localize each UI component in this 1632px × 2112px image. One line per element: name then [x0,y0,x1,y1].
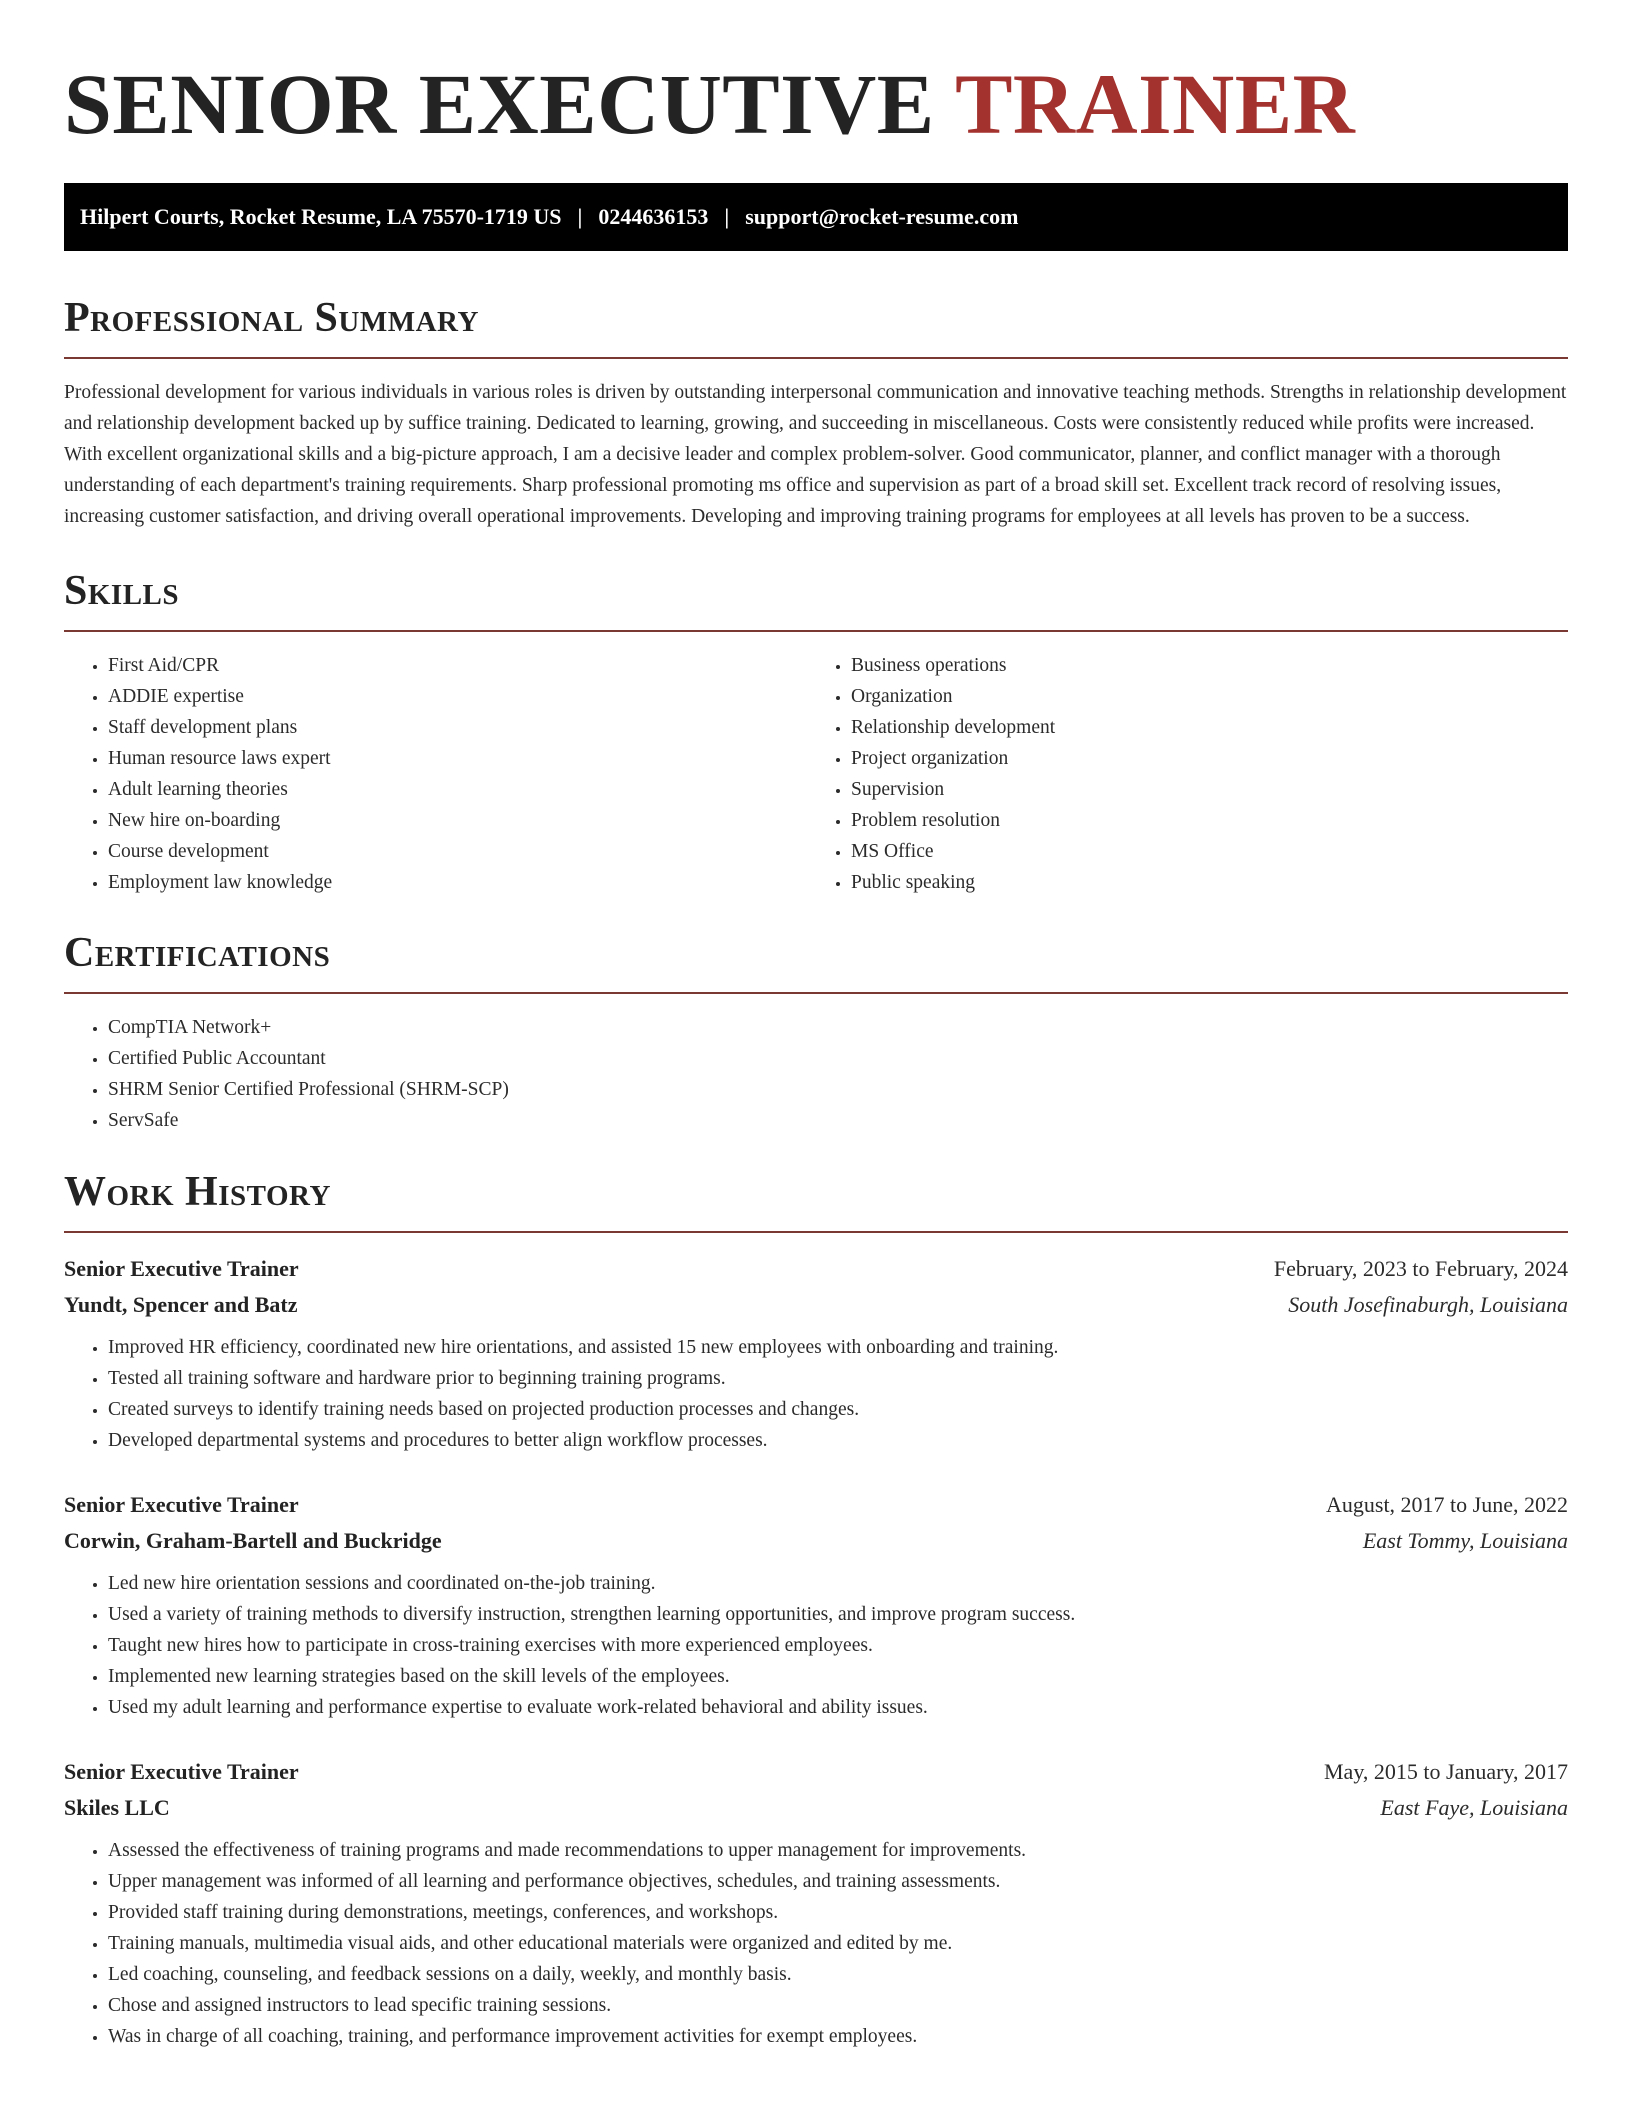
section-title-certifications: Certifications [64,930,331,976]
section-divider [64,357,1568,359]
skill-item: • Problem resolution [851,805,1568,836]
job-duty: • Led new hire orientation sessions and coordinated on-the-job training. [108,1568,1568,1599]
job-duty: • Improved HR efficiency, coordinated new hire orientations, and assisted 15 new employees with onboarding and training. [108,1332,1568,1363]
job-entry [64,1251,1568,1456]
job-duty: • Taught new hires how to participate in cross-training exercises with more experienced employees. [108,1630,1568,1661]
job-duty: • Used my adult learning and performance expertise to evaluate work-related behavioral and ability issues. [108,1692,1568,1723]
skill-item: • Public speaking [851,867,1568,898]
job-dates: February, 2023 to February, 2024 [1273,1256,1568,1281]
contact-bar [64,183,1568,251]
job-duty: • Assessed the effectiveness of training programs and made recommendations to upper management for improvements. [108,1835,1568,1866]
certification-item: • CompTIA Network+ [108,1012,1568,1043]
job-duty: • Developed departmental systems and procedures to better align workflow processes. [108,1425,1568,1456]
contact-phone: 0244636153 [598,204,709,229]
job-duties-list [64,1568,1568,1723]
name-main: SENIOR EXECUTIVE [64,56,935,152]
job-duties-list [64,1835,1568,2052]
contact-separator: | [577,204,583,229]
section-divider [64,992,1568,994]
summary-section [64,293,1568,532]
job-company-row [64,1790,1568,1826]
skills-columns [64,650,1568,898]
job-duty: • Tested all training software and hardware prior to beginning training programs. [108,1363,1568,1394]
certification-item: • ServSafe [108,1105,1568,1136]
job-header-row [64,1487,1568,1523]
name-accent: TRAINER [955,56,1356,152]
section-title-skills: Skills [64,568,180,614]
skill-item: • ADDIE expertise [108,681,816,712]
job-duty: • Chose and assigned instructors to lead specific training sessions. [108,1990,1568,2021]
contact-separator: | [724,204,730,229]
job-entry [64,1754,1568,2052]
job-duty: • Led coaching, counseling, and feedback sessions on a daily, weekly, and monthly basis. [108,1959,1568,1990]
summary-text: Professional development for various individuals in various roles is driven by outstanding interpersonal communication and innovative teaching methods. Strengths in relationship development and relationship development backed up by suffice training. Dedicated to learning, growing, and succeeding in miscellaneous. Costs were consistently reduced while profits were increased. With excellent organizational skills and a big-picture approach, I am a decisive leader and complex problem-solver. Good communicator, planner, and conflict manager with a thorough understanding of each department's training requirements. Sharp professional promoting ms office and supervision as part of a broad skill set. Excellent track record of resolving issues, increasing customer satisfaction, and driving overall operational improvements. Developing and improving training programs for employees at all levels has proven to be a success. [64,382,1567,527]
skill-item: • Organization [851,681,1568,712]
job-duty: • Created surveys to identify training needs based on projected production processes and changes. [108,1394,1568,1425]
job-duty: • Used a variety of training methods to diversify instruction, strengthen learning opportunities, and improve program success. [108,1599,1568,1630]
skill-item: • Supervision [851,774,1568,805]
job-duty: • Implemented new learning strategies based on the skill levels of the employees. [108,1661,1568,1692]
job-company: Skiles LLC [64,1795,170,1820]
job-title: Senior Executive Trainer [64,1492,299,1517]
contact-email[interactable]: support@rocket-resume.com [745,204,1019,229]
contact-address: Hilpert Courts, Rocket Resume, LA 75570-1719 US [80,204,562,229]
section-divider [64,630,1568,632]
job-duty: • Provided staff training during demonstrations, meetings, conferences, and workshops. [108,1897,1568,1928]
skill-item: • First Aid/CPR [108,650,816,681]
job-company-row [64,1523,1568,1559]
skills-section [64,566,1568,898]
job-title: Senior Executive Trainer [64,1256,299,1281]
skill-item: • New hire on-boarding [108,805,816,836]
job-header-row [64,1754,1568,1790]
job-entry [64,1487,1568,1723]
job-dates: August, 2017 to June, 2022 [1326,1492,1568,1517]
skill-item: • Employment law knowledge [108,867,816,898]
skill-item: • Adult learning theories [108,774,816,805]
section-divider [64,1231,1568,1233]
skill-item: • MS Office [851,836,1568,867]
job-duties-list [64,1332,1568,1456]
resume-name [64,58,1568,150]
job-duty: • Upper management was informed of all learning and performance objectives, schedules, and training assessments. [108,1866,1568,1897]
skill-item: • Project organization [851,743,1568,774]
work-history-section [64,1167,1568,2052]
job-company: Corwin, Graham-Bartell and Buckridge [64,1528,442,1553]
job-title: Senior Executive Trainer [64,1759,299,1784]
job-duty: • Was in charge of all coaching, training, and performance improvement activities for exempt employees. [108,2021,1568,2052]
skills-list-left [64,650,816,898]
skill-item: • Human resource laws expert [108,743,816,774]
section-title-summary: Professional Summary [64,295,479,341]
skill-item: • Staff development plans [108,712,816,743]
skill-item: • Relationship development [851,712,1568,743]
job-duty: • Training manuals, multimedia visual aids, and other educational materials were organized and edited by me. [108,1928,1568,1959]
skills-list-right [816,650,1568,898]
job-location: East Faye, Louisiana [1380,1795,1568,1820]
job-company: Yundt, Spencer and Batz [64,1292,298,1317]
job-header-row [64,1251,1568,1287]
certification-item: • SHRM Senior Certified Professional (SHRM-SCP) [108,1074,1568,1105]
section-title-work-history: Work History [64,1169,331,1215]
job-dates: May, 2015 to January, 2017 [1324,1759,1568,1784]
certifications-list [64,1012,1568,1136]
certification-item: • Certified Public Accountant [108,1043,1568,1074]
certifications-section [64,928,1568,1136]
job-location: South Josefinaburgh, Louisiana [1288,1292,1568,1317]
job-location: East Tommy, Louisiana [1362,1528,1568,1553]
job-company-row [64,1287,1568,1323]
skill-item: • Business operations [851,650,1568,681]
skill-item: • Course development [108,836,816,867]
